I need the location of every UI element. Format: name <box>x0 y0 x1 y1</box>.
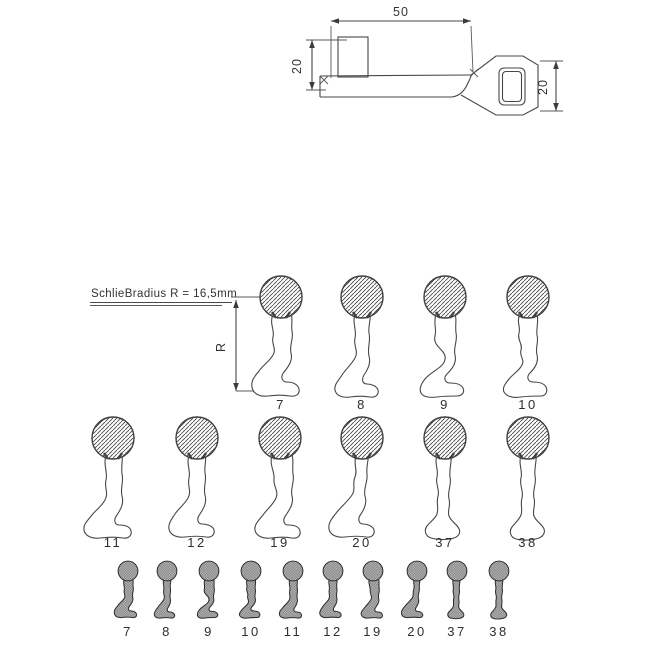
profile-label: 38 <box>518 535 538 550</box>
point-marker-icon <box>470 69 478 77</box>
profile-large-row-2-37 <box>424 417 466 550</box>
profile-label: 37 <box>435 535 455 550</box>
profile-shape <box>335 276 383 397</box>
profile-shape <box>279 561 303 618</box>
arrow-up-icon <box>233 300 239 308</box>
profile-head-circle <box>407 561 427 581</box>
arrow-up-icon <box>553 61 559 69</box>
profile-bit-path <box>255 455 300 538</box>
profile-head-circle <box>176 417 218 459</box>
profile-small-row-12 <box>320 561 343 639</box>
profile-row-large-row-1 <box>252 276 549 412</box>
profile-label: 8 <box>162 624 172 639</box>
profile-label: 20 <box>352 535 372 550</box>
profile-head-circle <box>157 561 177 581</box>
profile-bit-path <box>197 579 217 618</box>
profile-label: 37 <box>447 624 467 639</box>
profile-head-circle <box>241 561 261 581</box>
profile-small-row-19 <box>361 561 383 639</box>
profile-shape <box>503 276 549 397</box>
dim-length-label: 50 <box>393 5 409 19</box>
profile-large-row-2-12 <box>169 417 218 550</box>
profile-shape <box>507 417 549 540</box>
profile-head-circle <box>363 561 383 581</box>
profile-small-row-7 <box>114 561 138 639</box>
arrow-up-icon <box>309 40 315 48</box>
profile-bit-path <box>491 579 507 619</box>
key-outline <box>320 37 538 115</box>
radius-note-text: SchlieBradius R = 16,5mm <box>91 288 238 300</box>
profile-head-circle <box>260 276 302 318</box>
profile-large-row-1-8 <box>335 276 383 412</box>
profile-label: 11 <box>103 535 123 550</box>
profile-label: 20 <box>407 624 427 639</box>
arrow-left-icon <box>331 18 339 24</box>
profile-large-row-2-20 <box>329 417 383 550</box>
profile-bit-path <box>420 314 463 397</box>
profile-head-circle <box>424 417 466 459</box>
head-hole-inner <box>503 72 522 102</box>
key-side-view <box>290 5 563 115</box>
profile-bit-path <box>320 579 341 618</box>
profile-small-row-20 <box>401 561 426 639</box>
profile-bit-path <box>448 579 464 619</box>
profile-bit-path <box>503 314 546 397</box>
profile-large-row-1-9 <box>420 276 466 412</box>
profile-label: 38 <box>489 624 509 639</box>
profile-head-circle <box>283 561 303 581</box>
profile-grid <box>84 276 549 639</box>
profile-large-row-2-19 <box>255 417 301 550</box>
dimension-height-head <box>536 61 563 111</box>
profile-large-row-1-10 <box>503 276 549 412</box>
profile-shape <box>401 561 426 617</box>
dim-height-head-label: 20 <box>536 79 550 95</box>
profile-head-circle <box>118 561 138 581</box>
profile-bit-path <box>329 455 374 537</box>
profile-label: 19 <box>363 624 383 639</box>
profile-bit-path <box>114 579 136 618</box>
profile-bit-path <box>279 579 301 618</box>
profile-bit-path <box>84 455 131 538</box>
profile-small-row-8 <box>154 561 177 639</box>
profile-head-circle <box>92 417 134 459</box>
dimension-length <box>331 5 473 78</box>
profile-shape <box>489 561 509 619</box>
profile-bit-path <box>169 455 214 537</box>
profile-head-circle <box>259 417 301 459</box>
profile-head-circle <box>199 561 219 581</box>
dim-height-left-label: 20 <box>290 58 304 74</box>
profile-row-large-row-2 <box>84 417 549 550</box>
profile-head-circle <box>489 561 509 581</box>
arrow-down-icon <box>233 383 239 391</box>
profile-small-row-38 <box>489 561 509 639</box>
profile-small-row-37 <box>447 561 467 639</box>
profile-bit-path <box>425 455 459 540</box>
arrow-down-icon <box>309 82 315 90</box>
profile-shape <box>239 561 260 618</box>
profile-small-row-10 <box>239 561 260 639</box>
profile-head-circle <box>341 276 383 318</box>
profile-head-circle <box>424 276 466 318</box>
profile-shape <box>329 417 383 537</box>
profile-label: 9 <box>440 397 450 412</box>
profile-label: 12 <box>187 535 207 550</box>
profile-shape <box>447 561 467 619</box>
profile-shape <box>420 276 466 397</box>
profile-label: 19 <box>270 535 290 550</box>
profile-bit-path <box>361 579 382 618</box>
profile-bit-path <box>401 579 422 618</box>
profile-bit-path <box>335 314 378 397</box>
profile-large-row-1-7 <box>252 276 302 412</box>
profile-bit-path <box>154 579 174 618</box>
profile-label: 11 <box>283 624 303 639</box>
profile-large-row-2-38 <box>507 417 549 550</box>
profile-small-row-11 <box>279 561 303 639</box>
radius-r-label: R <box>214 341 228 353</box>
profile-label: 12 <box>323 624 343 639</box>
point-marker-icon <box>320 76 328 84</box>
key-bit-rect <box>338 37 368 77</box>
profile-shape <box>252 276 302 396</box>
profile-shape <box>114 561 138 617</box>
profile-shape <box>424 417 466 540</box>
profile-shape <box>320 561 343 617</box>
profile-label: 7 <box>123 624 133 639</box>
arrow-right-icon <box>463 18 471 24</box>
profile-head-circle <box>507 417 549 459</box>
profile-bit-path <box>510 455 544 540</box>
profile-shape <box>197 561 219 618</box>
profile-label: 9 <box>204 624 214 639</box>
profile-row-small-row <box>114 561 509 639</box>
radius-annotation <box>90 288 264 391</box>
dim-extension-right <box>471 26 473 72</box>
arrow-down-icon <box>553 103 559 111</box>
profile-shape <box>169 417 218 537</box>
shaft-top-line <box>320 75 471 76</box>
profile-head-circle <box>323 561 343 581</box>
profile-bit-path <box>239 579 259 618</box>
profile-head-circle <box>341 417 383 459</box>
profile-label: 7 <box>276 397 286 412</box>
profile-label: 10 <box>518 397 538 412</box>
shaft-neck-arc <box>452 76 471 97</box>
profile-label: 10 <box>241 624 261 639</box>
profile-shape <box>255 417 301 538</box>
profile-shape <box>84 417 134 538</box>
profile-large-row-2-11 <box>84 417 134 550</box>
profile-shape <box>154 561 177 618</box>
profile-bit-path <box>252 314 299 396</box>
profile-label: 8 <box>357 397 367 412</box>
profile-head-circle <box>447 561 467 581</box>
profile-head-circle <box>507 276 549 318</box>
profile-small-row-9 <box>197 561 219 639</box>
profile-shape <box>361 561 383 618</box>
